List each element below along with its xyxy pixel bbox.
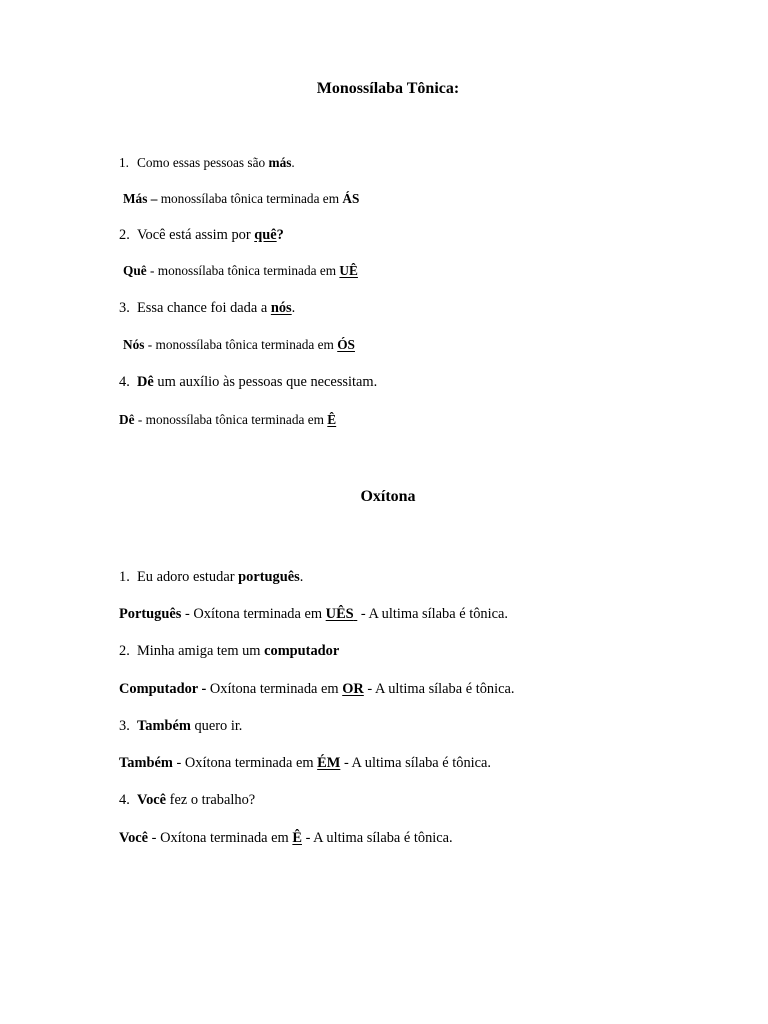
example-sentence bbox=[119, 301, 295, 315]
sentence-punct: . bbox=[299, 569, 304, 585]
explanation-tail: - A ultima sílaba é tônica. bbox=[360, 606, 508, 622]
example-sentence bbox=[119, 644, 339, 658]
explained-word: Também bbox=[119, 755, 173, 771]
explained-word: Quê bbox=[123, 263, 147, 278]
explain-dash: - bbox=[151, 830, 157, 846]
section-title-oxitona: Oxítona bbox=[360, 488, 416, 505]
example-sentence bbox=[119, 375, 377, 389]
example-sentence bbox=[119, 156, 295, 169]
word-ending: UÊS bbox=[325, 606, 354, 622]
highlighted-word: Também bbox=[137, 718, 191, 734]
explanation-text: monossílaba tônica terminada em bbox=[157, 263, 337, 278]
explanation-text: Oxítona terminada em bbox=[160, 830, 289, 846]
sentence-text: Minha amiga tem um bbox=[137, 643, 261, 659]
highlighted-word: Você bbox=[137, 792, 167, 808]
example-sentence bbox=[119, 228, 284, 242]
explanation-line bbox=[119, 607, 508, 621]
highlighted-word: português bbox=[238, 569, 300, 585]
item-number: 1. bbox=[119, 569, 130, 585]
highlighted-word: quê bbox=[254, 227, 277, 243]
explain-dash: – bbox=[150, 191, 158, 206]
word-ending: Ê bbox=[327, 412, 337, 427]
sentence-text: quero ir. bbox=[194, 718, 243, 734]
explained-word: Más bbox=[123, 191, 148, 206]
sentence-text: Eu adoro estudar bbox=[137, 569, 235, 585]
highlighted-word: nós bbox=[270, 300, 292, 316]
explanation-text: monossílaba tônica terminada em bbox=[145, 412, 324, 427]
item-number: 1. bbox=[119, 155, 129, 170]
explanation-text: monossílaba tônica terminada em bbox=[155, 337, 334, 352]
explained-word: Você bbox=[119, 830, 149, 846]
explanation-text: Oxítona terminada em bbox=[193, 606, 323, 622]
explanation-tail: - A ultima sílaba é tônica. bbox=[367, 681, 515, 697]
word-ending: UÊ bbox=[339, 263, 358, 278]
explain-dash: - bbox=[149, 263, 155, 278]
explain-dash: - bbox=[184, 606, 190, 622]
word-ending: ÉM bbox=[317, 755, 341, 771]
item-number: 3. bbox=[119, 300, 130, 316]
highlighted-word: más bbox=[268, 155, 292, 170]
item-number: 4. bbox=[119, 374, 130, 390]
example-sentence bbox=[119, 570, 303, 584]
sentence-punct: ? bbox=[276, 227, 284, 243]
explanation-line bbox=[123, 264, 358, 277]
explanation-line bbox=[119, 682, 514, 696]
sentence-punct: . bbox=[291, 300, 296, 316]
item-number: 3. bbox=[119, 718, 130, 734]
highlighted-word: Dê bbox=[137, 374, 154, 390]
item-number: 4. bbox=[119, 792, 130, 808]
explanation-text: monossílaba tônica terminada em bbox=[160, 191, 340, 206]
explanation-line bbox=[123, 192, 359, 205]
explanation-line bbox=[119, 413, 336, 426]
explanation-line bbox=[119, 831, 453, 845]
item-number: 2. bbox=[119, 643, 130, 659]
explain-dash: - bbox=[176, 755, 182, 771]
explanation-tail: - A ultima sílaba é tônica. bbox=[305, 830, 453, 846]
word-ending: Ê bbox=[292, 830, 302, 846]
explanation-line bbox=[119, 756, 491, 770]
explanation-tail: - A ultima sílaba é tônica. bbox=[343, 755, 492, 771]
explain-dash: - bbox=[137, 412, 143, 427]
example-sentence bbox=[119, 793, 255, 807]
explained-word: Computador - bbox=[119, 681, 207, 697]
sentence-text: um auxílio às pessoas que necessitam. bbox=[157, 374, 378, 390]
word-ending: OR bbox=[342, 681, 364, 697]
sentence-text: Como essas pessoas são bbox=[137, 155, 266, 170]
explained-word: Português bbox=[119, 606, 182, 622]
item-number: 2. bbox=[119, 227, 130, 243]
explained-word: Nós bbox=[123, 337, 145, 352]
sentence-punct: . bbox=[291, 155, 295, 170]
sentence-text: Essa chance foi dada a bbox=[137, 300, 268, 316]
explained-word: Dê bbox=[119, 412, 135, 427]
highlighted-word: computador bbox=[264, 643, 340, 659]
explain-dash: - bbox=[147, 337, 153, 352]
section-title-monossilaba: Monossílaba Tônica: bbox=[316, 80, 460, 97]
sentence-text: fez o trabalho? bbox=[169, 792, 256, 808]
word-ending: ÁS bbox=[342, 191, 360, 206]
explanation-text: Oxítona terminada em bbox=[184, 755, 314, 771]
explanation-text: Oxítona terminada em bbox=[209, 681, 339, 697]
example-sentence bbox=[119, 719, 242, 733]
explanation-line bbox=[123, 338, 355, 351]
word-ending: ÓS bbox=[337, 337, 355, 352]
sentence-text: Você está assim por bbox=[137, 227, 251, 243]
